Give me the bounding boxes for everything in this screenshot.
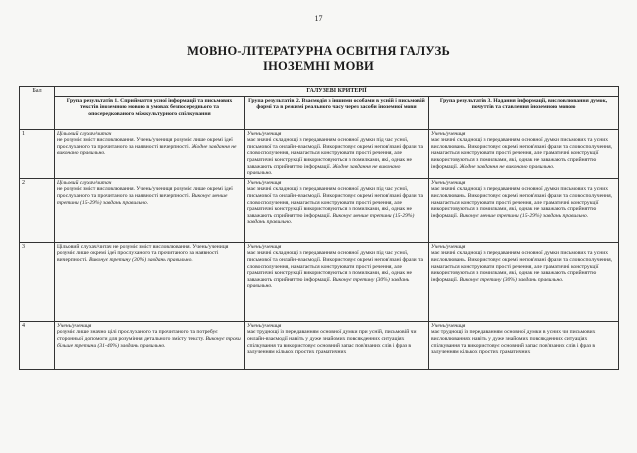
cell-lead: Учень/учениця	[57, 322, 92, 329]
criteria-group-header: ГАЛУЗЕВІ КРИТЕРІЇ	[55, 87, 619, 97]
cell-note: Виконує трохи більше третини (31-40%) завдань правильно.	[57, 335, 241, 349]
criteria-cell	[245, 129, 429, 178]
score-cell: 1	[20, 129, 55, 178]
criteria-cell	[55, 321, 245, 369]
table-row	[20, 129, 619, 178]
criteria-cell	[55, 242, 245, 321]
score-cell: 2	[20, 178, 55, 242]
cell-lead: Учень/учениця	[247, 322, 282, 329]
score-column-header: Бал	[20, 87, 55, 130]
cell-lead: Цільовий слухач/читач	[57, 179, 112, 186]
cell-body: має значні складнощі з передаванням основної думки письмових та усних висловлювань. Використовує окремі непов'язані фрази та словосполучення, намагається конструювати прості речення, але граматичні конструкції використовуються з помилками, які, однак не заважають сприйняттю інформації. Виконує менше третини (15-29%) завдань правильно.	[431, 186, 613, 219]
cell-lead: Учень/учениця	[247, 243, 282, 250]
cell-body: має значні складнощі з передаванням основної думки письмових та усних висловлювань. Використовує окремі непов'язані фрази та словосполучення, намагається конструювати прості речення, але граматичні конструкції використовуються з помилками, які, однак не заважають сприйняттю інформації. Жодне завдання не виконано правильно.	[431, 137, 613, 170]
cell-lead: Учень/учениця	[431, 130, 466, 137]
cell-lead: Цільовий слухач/читач	[57, 130, 112, 137]
cell-note: Виконує третину (30%) завдань правильно.	[247, 276, 410, 290]
result-group-2-header: Група результатів 2. Взаємодія з іншими особами в усній і письмовій формі та в режимі реального часу через засоби іноземної мови	[245, 96, 429, 129]
cell-body: має труднощі із передаванням основної думки в усних чи письмових висловлюваннях навіть у дуже знайомих повсякденних ситуаціях спілкування та використовує основний запас пов'язаних слів і фраз в залученням кількох простих граматичних	[431, 329, 596, 356]
cell-body: розуміє лише значно цілі прослуханого та прочитаного та потребує сторонньої допомоги для розуміння детального змісту тексту. Виконує трохи більше третини (31-40%) завдань правильно.	[57, 329, 241, 349]
cell-note: Виконує менше третини (15-29%) завдань правильно.	[247, 212, 415, 226]
cell-lead: Учень/учениця	[247, 130, 282, 137]
cell-note: Виконує третину (30%) завдань правильно.	[459, 276, 564, 283]
cell-lead: Учень/учениця	[247, 179, 282, 186]
cell-body: має значні складнощі з передаванням основної думки під час усної, письмової та онлайн-взаємодії. Використовує окремі непов'язані фрази та словосполучення, намагається конструювати прості речення, але граматичні конструкції використовуються з помилками, які, однак не заважають сприйняттю інформації. Жодне завдання не виконано правильно.	[247, 137, 424, 177]
cell-note: Жодне завдання не виконано правильно.	[247, 163, 401, 177]
criteria-cell	[245, 178, 429, 242]
page-title	[0, 44, 637, 74]
cell-body: має труднощі із передаванням основної думки при усній, письмовій чи онлайн-взаємодії навіть у дуже знайомих повсякденних ситуаціях спілкування та використовує основний запас пов'язаних слів і фраз в залученням кількох простих граматичних	[247, 329, 417, 356]
title-line-1: МОВНО-ЛІТЕРАТУРНА ОСВІТНЯ ГАЛУЗЬ	[187, 44, 450, 58]
result-group-1-header: Група результатів 1. Сприймаття усної інформації та письмових текстів іноземною мовою в умовах безпосереднього та опосередкованого міжкультурного спілкування	[55, 96, 245, 129]
criteria-cell	[55, 178, 245, 242]
cell-lead: Учень/учениця	[431, 243, 466, 250]
score-cell: 4	[20, 321, 55, 369]
criteria-cell	[429, 178, 619, 242]
criteria-cell	[429, 129, 619, 178]
table-row	[20, 178, 619, 242]
cell-body: має значні складнощі з передаванням основної думки під час усної, письмової та онлайн-взаємодії. Використовує окремі непов'язані фрази та словосполучення, намагається конструювати прості речення, але граматичні конструкції використовуються з помилками, які, однак не заважають сприйняттю інформації. Виконує третину (30%) завдань правильно.	[247, 250, 424, 290]
cell-note: Жодне завдання не виконано правильно.	[57, 143, 237, 157]
cell-note: Виконує менше третини (15-29%) завдань правильно.	[459, 212, 589, 219]
cell-note: Жодне завдання не виконано правильно.	[459, 163, 555, 170]
criteria-cell	[55, 129, 245, 178]
cell-note: Виконує менше третини (15-29%) завдань правильно.	[57, 192, 228, 206]
score-cell: 3	[20, 242, 55, 321]
cell-body: не розуміє зміст висловлювання. Учень/учениця розуміє лише окремі ідеї прослуханого та прочитаного за наявності вичерпності. Виконує менше третини (15-29%) завдань правильно.	[57, 186, 233, 206]
criteria-cell	[245, 321, 429, 369]
page-number: 17	[314, 14, 323, 23]
criteria-cell	[245, 242, 429, 321]
result-group-3-header: Група результатів 3. Надання інформації, висловлювання думок, почуттів та ставлення іноземною мовою	[429, 96, 619, 129]
cell-body: має значні складнощі з передаванням основної думки під час усної, письмової та онлайн-взаємодії. Використовує окремі непов'язані фрази та словосполучення, намагається конструювати прості речення, але граматичні конструкції використовуються з помилками, які, однак не заважають сприйняттю інформації. Виконує менше третини (15-29%) завдань правильно.	[247, 186, 424, 226]
cell-lead: Учень/учениця	[431, 179, 466, 186]
title-line-2: ІНОЗЕМНІ МОВИ	[263, 59, 374, 73]
table-row	[20, 242, 619, 321]
cell-body: не розуміє зміст висловлювання. Учень/учениця розуміє лише окремі ідеї прослуханого та прочитаного за наявності вичерпності. Жодне завдання не виконано правильно.	[57, 137, 237, 157]
table-row	[20, 321, 619, 369]
criteria-table	[19, 86, 619, 370]
criteria-cell	[429, 321, 619, 369]
cell-lead: Учень/учениця	[431, 322, 466, 329]
cell-note: Виконує третину (30%) завдань правильно.	[88, 256, 193, 263]
cell-body: Цільовий слухач/читач не розуміє зміст висловлювання. Учень/учениця розуміє лише окремі ідеї прослуханого та прочитаного за наявності вичерпності. Виконує третину (30%) завдань правильно.	[57, 243, 229, 263]
criteria-cell	[429, 242, 619, 321]
cell-body: має значні складнощі з передаванням основної думки письмових та усних висловлювань. Використовує окремі непов'язані фрази та словосполучення, намагається конструювати прості речення, але граматичні конструкції використовуються з помилками, які, однак не заважають сприйняттю інформації. Виконує третину (30%) завдань правильно.	[431, 250, 613, 283]
